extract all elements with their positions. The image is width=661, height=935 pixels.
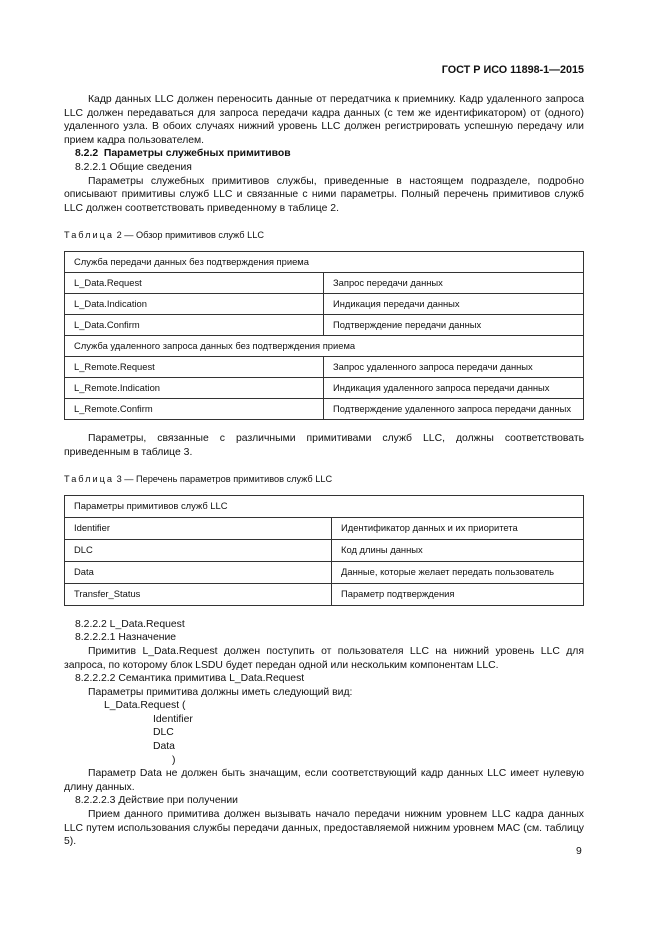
code-close: ) [172, 754, 176, 766]
paragraph-llc-frames: Кадр данных LLC должен переносить данные от передатчика к приемнику. Кадр удаленного запроса LLC должен передаваться для запроса передачи кадра данных (с тем же идентификатором) от (одного) удаленного узла. В обоих случаях нижний уровень LLC должен регистрировать успешную передачу или прием кадра пользователем. [64, 94, 584, 146]
primitive-name: L_Data.Indication [65, 293, 324, 314]
paragraph-form: Параметры примитива должны иметь следующий вид: [88, 686, 353, 698]
primitive-name: L_Remote.Indication [65, 377, 324, 398]
primitive-name: L_Data.Request [65, 272, 324, 293]
parameter-name: Data [65, 561, 332, 583]
table-row [65, 272, 584, 293]
paragraph-purpose: Примитив L_Data.Request должен поступить от пользователя LLC на нижний уровень LLC для запроса, по которому блок LSDU будет передан одной или нескольким компонентам LLC. [64, 645, 584, 671]
table2-caption [64, 229, 584, 243]
subsection-8-2-2-2-2: 8.2.2.2.2 Семантика примитива L_Data.Request [75, 673, 305, 685]
page-number: 9 [576, 846, 582, 857]
paragraph-data-param: Параметр Data не должен быть значащим, если соответствующий кадр данных LLC имеет нулевую длину данных. [64, 768, 584, 793]
parameter-description: Код длины данных [332, 539, 584, 561]
subsection-8-2-2-2-1: 8.2.2.2.1 Назначение [75, 632, 177, 644]
primitive-name: L_Remote.Request [65, 356, 324, 377]
table-llc-primitives [64, 251, 584, 420]
caption-text: 3 — Перечень параметров примитивов служб LLC [114, 474, 333, 485]
table-row [65, 356, 584, 377]
table3-caption [64, 473, 584, 487]
parameter-name: DLC [65, 539, 332, 561]
table-row [65, 314, 584, 335]
spacer [64, 420, 584, 432]
document-id: ГОСТ Р ИСО 11898-1—2015 [441, 64, 584, 76]
group-label: Служба передачи данных без подтверждения приема [65, 251, 584, 272]
primitive-description: Индикация удаленного запроса передачи данных [324, 377, 584, 398]
parameter-name: Identifier [65, 517, 332, 539]
section-heading-8-2-2 [64, 147, 584, 161]
table-row [65, 561, 584, 583]
table-row [65, 583, 584, 605]
caption-label: Таблица [64, 474, 115, 485]
parameter-description: Данные, которые желает передать пользователь [332, 561, 584, 583]
page-content [64, 93, 584, 849]
spacer [64, 606, 584, 618]
code-param: Data [153, 741, 175, 753]
primitive-description: Запрос передачи данных [324, 272, 584, 293]
table-row [65, 517, 584, 539]
code-signature: L_Data.Request ( [104, 700, 186, 712]
section-title: Параметры служебных примитивов [103, 148, 291, 160]
table-row [65, 293, 584, 314]
code-param: DLC [153, 727, 174, 739]
group-label: Служба удаленного запроса данных без подтверждения приема [65, 335, 584, 356]
table-row [65, 377, 584, 398]
paragraph-parameters-ref: Параметры, связанные с различными примитивами служб LLC, должны соответствовать приведенным в таблице 3. [64, 432, 584, 458]
primitive-description: Подтверждение передачи данных [324, 314, 584, 335]
table-row [65, 398, 584, 419]
table-llc-parameters [64, 495, 584, 606]
parameter-name: Transfer_Status [65, 583, 332, 605]
caption-text: 2 — Обзор примитивов служб LLC [114, 230, 264, 241]
table-group-row [65, 251, 584, 272]
subsection-8-2-2-1: 8.2.2.1 Общие сведения [75, 161, 192, 173]
primitive-name: L_Data.Confirm [65, 314, 324, 335]
parameter-description: Параметр подтверждения [332, 583, 584, 605]
paragraph-primitives-overview: Параметры служебных примитивов службы, приведенные в настоящем подразделе, подробно описывают примитивы служб LLC и связанные с ними параметры. Полный перечень примитивов служб LLC должен соответствовать приведенному в таблице 2. [64, 175, 584, 214]
primitive-description: Индикация передачи данных [324, 293, 584, 314]
primitive-name: L_Remote.Confirm [65, 398, 324, 419]
table-group-row [65, 335, 584, 356]
paragraph-action: Прием данного примитива должен вызывать начало передачи нижним уровнем LLC кадра данных LLC путем использования службы передачи данных, предоставляемой нижним уровнем MAC (см. таблицу 5). [64, 809, 584, 848]
code-param: Identifier [153, 713, 193, 725]
section-number: 8.2.2 [75, 148, 99, 160]
subsection-8-2-2-2-3: 8.2.2.2.3 Действие при получении [75, 795, 238, 807]
table-header-row [65, 495, 584, 517]
table-header: Параметры примитивов служб LLC [65, 495, 584, 517]
primitive-description: Запрос удаленного запроса передачи данных [324, 356, 584, 377]
subsection-8-2-2-2: 8.2.2.2 L_Data.Request [75, 618, 185, 630]
primitive-description: Подтверждение удаленного запроса передачи данных [324, 398, 584, 419]
table-row [65, 539, 584, 561]
parameter-description: Идентификатор данных и их приоритета [332, 517, 584, 539]
caption-label: Таблица [64, 230, 115, 241]
